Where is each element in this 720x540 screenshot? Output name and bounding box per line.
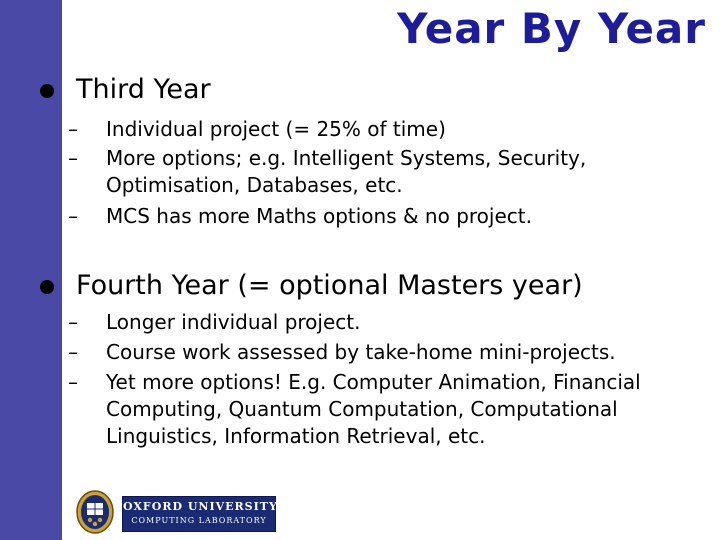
dash-marker: – [68,117,78,141]
list-item [68,116,688,143]
dash-marker: – [68,340,78,364]
list-item-text: Yet more options! E.g. Computer Animation, Financial Computing, Quantum Computation, Computational Linguistics, Information Retrieval, etc. [106,370,641,448]
list-item-text: MCS has more Maths options & no project. [106,204,532,228]
oxford-logo [76,490,276,536]
bullet-dot-1 [40,84,54,98]
section-heading-third-year: Third Year [76,74,211,105]
slide-title: Year By Year [397,4,706,53]
list-item-text: Longer individual project. [106,310,361,334]
dash-marker: – [68,310,78,334]
logo-line-2: COMPUTING LABORATORY [131,516,267,525]
list-item-text: Individual project (= 25% of time) [106,117,446,141]
section-heading-fourth-year: Fourth Year (= optional Masters year) [76,270,583,301]
bullet-dot-2 [40,280,54,294]
logo-badge [122,496,276,532]
university-crest-icon [76,490,114,534]
list-item-text: More options; e.g. Intelligent Systems, Security, Optimisation, Databases, etc. [106,146,587,197]
list-item [68,145,688,199]
list-item-text: Course work assessed by take-home mini-projects. [106,340,616,364]
list-item [68,339,688,366]
list-item [68,203,688,230]
logo-line-1: OXFORD UNIVERSITY [123,500,278,513]
list-item [68,369,688,450]
dash-marker: – [68,204,78,228]
dash-marker: – [68,146,78,170]
list-item [68,309,688,336]
left-sidebar-bar [0,0,62,540]
dash-marker: – [68,370,78,394]
